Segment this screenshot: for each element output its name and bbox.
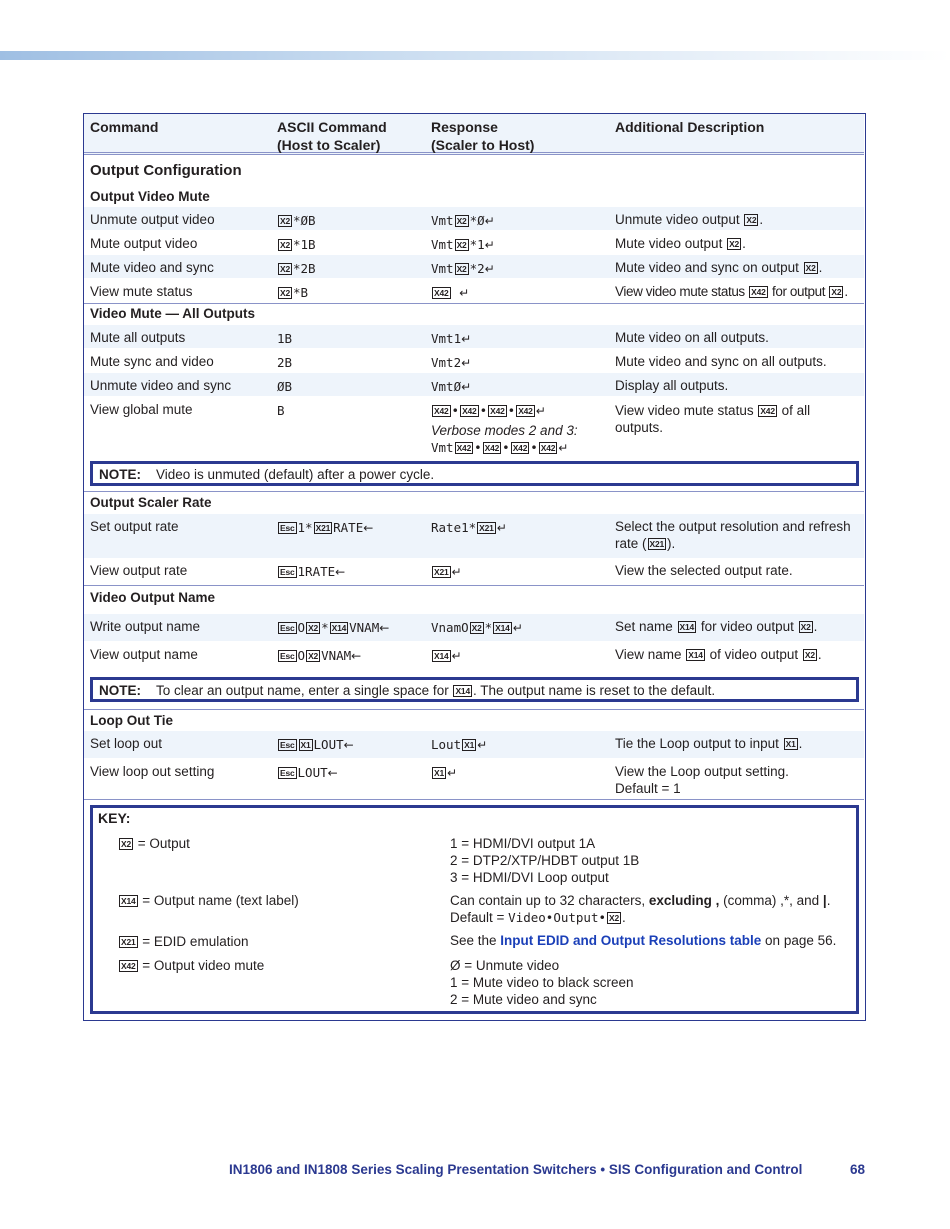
variable-x1-icon: X1	[434, 768, 444, 778]
ascii-cell	[277, 260, 316, 277]
key-x2-label	[118, 835, 190, 852]
response-text: Vmt	[431, 440, 454, 455]
key-x42-value: 1 = Mute video to black screen	[450, 975, 634, 990]
subsection-video-mute-all: Video Mute — All Outputs	[90, 306, 255, 321]
response-text: Vmt	[431, 213, 454, 228]
key-x21-value	[450, 932, 836, 949]
key-x14-label	[118, 892, 299, 909]
key-title: KEY:	[98, 810, 131, 826]
return-icon: ↵	[496, 521, 507, 535]
response-cell	[431, 260, 495, 278]
description-text: Set name	[615, 619, 677, 634]
variable-x2-icon: X2	[609, 913, 620, 923]
ascii-text: RATE	[333, 520, 364, 535]
variable-x42-icon: X42	[518, 406, 533, 416]
subsection-video-output-name: Video Output Name	[90, 590, 216, 605]
description-text: Unmute video output	[615, 212, 744, 227]
description-text: Tie the Loop output to input	[615, 736, 783, 751]
table-header	[84, 114, 864, 155]
description-text: .	[844, 284, 848, 299]
escape-key-icon: Esc	[280, 623, 295, 633]
key-text: on page 56.	[761, 933, 837, 948]
variable-x2-icon: X2	[800, 622, 811, 632]
description-cell: Display all outputs.	[615, 378, 729, 393]
ascii-cell	[277, 284, 308, 301]
ascii-text: 1RATE	[297, 564, 336, 579]
response-cell	[431, 563, 462, 581]
ascii-cell: ØB	[277, 379, 293, 394]
response-cell	[431, 736, 487, 754]
section-divider	[84, 491, 864, 492]
description-text: .	[813, 619, 818, 634]
variable-x14-icon: X14	[455, 686, 470, 696]
verbose-label: Verbose modes 2 and 3:	[431, 423, 578, 438]
note-body: To clear an output name, enter a single space for	[156, 683, 453, 698]
ascii-cell	[277, 236, 316, 253]
ascii-text: 1*	[297, 520, 313, 535]
escape-key-icon: Esc	[280, 523, 295, 533]
description-cell	[615, 402, 840, 436]
response-text: *	[484, 620, 493, 635]
section-divider	[84, 585, 864, 586]
key-text: (comma) ,*, and	[719, 893, 823, 908]
ascii-cell	[277, 563, 345, 581]
ascii-cell	[277, 519, 373, 537]
variable-x2-icon: X2	[746, 215, 757, 225]
key-x2-value: 1 = HDMI/DVI output 1A	[450, 836, 596, 851]
enter-arrow-icon: ←	[327, 766, 338, 780]
return-icon: ↵	[461, 332, 472, 346]
key-text: Can contain up to 32 characters,	[450, 893, 649, 908]
response-cell	[431, 330, 471, 348]
note-body: . The output name is reset to the default.	[472, 683, 716, 698]
description-cell: Mute video and sync on all outputs.	[615, 354, 827, 369]
command-cell: View global mute	[90, 402, 193, 417]
key-text: |	[822, 893, 827, 908]
section-divider	[84, 709, 864, 710]
response-cell	[431, 764, 457, 782]
section-divider	[84, 799, 864, 800]
response-cell	[431, 519, 507, 537]
description-cell	[615, 646, 822, 663]
description-text: View video mute status	[615, 284, 749, 299]
note-body: Video is unmuted (default) after a power cycle.	[156, 467, 435, 482]
description-text: for output	[768, 284, 829, 299]
key-x42-label	[118, 957, 264, 974]
variable-x2-icon: X2	[280, 288, 290, 298]
variable-x42-icon: X42	[512, 443, 528, 453]
key-text: .	[622, 910, 626, 925]
sis-command-table	[83, 113, 866, 1021]
ascii-text: *1B	[293, 237, 316, 252]
bullet: •	[451, 403, 460, 418]
variable-x1-icon: X1	[785, 739, 796, 749]
command-cell: Unmute video and sync	[90, 378, 232, 393]
response-cell	[431, 284, 469, 302]
ascii-text: *2B	[293, 261, 316, 276]
bullet: •	[474, 440, 482, 455]
variable-x2-icon: X2	[471, 623, 482, 633]
enter-arrow-icon: ←	[351, 649, 362, 663]
variable-x2-icon: X2	[831, 287, 842, 297]
description-text: .	[759, 212, 764, 227]
response-text: Rate1*	[431, 520, 477, 535]
description-text: Mute video and sync on output	[615, 260, 803, 275]
return-icon: ↵	[484, 214, 495, 228]
response-text: *Ø	[469, 213, 485, 228]
description-cell	[615, 518, 861, 552]
variable-x21-icon: X21	[434, 567, 449, 577]
description-cell: Mute video on all outputs.	[615, 330, 769, 345]
variable-x2-icon: X2	[456, 240, 467, 250]
note-box	[90, 677, 859, 702]
return-icon: ↵	[451, 565, 462, 579]
description-cell: Default = 1	[615, 781, 681, 796]
return-icon: ↵	[558, 441, 569, 455]
response-text: *1	[469, 237, 485, 252]
ascii-cell: B	[277, 403, 285, 418]
variable-x42-icon: X42	[540, 443, 556, 453]
return-icon: ↵	[484, 238, 495, 252]
enter-arrow-icon: ←	[343, 738, 354, 752]
variable-x14-icon: X14	[495, 623, 510, 633]
note-label: NOTE:	[99, 467, 141, 482]
subsection-output-scaler-rate: Output Scaler Rate	[90, 495, 212, 510]
command-cell: Mute all outputs	[90, 330, 186, 345]
ascii-cell	[277, 736, 354, 754]
page-number: 68	[850, 1162, 866, 1177]
variable-x1-icon: X1	[464, 740, 475, 750]
key-x42-value: Ø = Unmute video	[450, 958, 560, 973]
description-text: for video output	[697, 619, 798, 634]
ascii-cell	[277, 647, 361, 665]
variable-x21-icon: X21	[479, 523, 494, 533]
variable-x2-icon: X2	[308, 623, 319, 633]
response-text: Vmt1	[431, 331, 462, 346]
ascii-text: LOUT	[313, 737, 344, 752]
variable-x42-icon: X42	[484, 443, 500, 453]
section-divider	[84, 303, 864, 304]
description-text: .	[817, 647, 822, 662]
bullet: •	[507, 403, 516, 418]
description-text: View video mute status	[615, 403, 758, 418]
variable-x42-icon: X42	[121, 961, 136, 971]
edid-table-link[interactable]: Input EDID and Output Resolutions table	[500, 933, 762, 948]
ascii-cell	[277, 619, 389, 637]
key-text: See the	[450, 933, 501, 948]
ascii-cell	[277, 212, 316, 229]
variable-x42-icon: X42	[434, 406, 449, 416]
variable-x14-icon: X14	[434, 651, 449, 661]
description-cell: View the selected output rate.	[615, 563, 793, 578]
response-text: Vmt2	[431, 355, 462, 370]
key-label-text: = Output	[137, 836, 190, 851]
key-text: .	[826, 893, 831, 908]
header-description: Additional Description	[615, 119, 765, 135]
command-cell: Write output name	[90, 619, 201, 634]
key-x2-value: 2 = DTP2/XTP/HDBT output 1B	[450, 853, 640, 868]
variable-x2-icon: X2	[121, 839, 131, 849]
note-text	[99, 683, 715, 698]
ascii-text: O	[297, 648, 306, 663]
verbose-response	[431, 439, 568, 457]
response-text: Lout	[431, 737, 462, 752]
variable-x2-icon: X2	[280, 264, 290, 274]
section-title-output-configuration: Output Configuration	[90, 162, 242, 179]
variable-x2-icon: X2	[308, 651, 319, 661]
description-cell	[615, 259, 822, 276]
bullet: •	[479, 403, 488, 418]
return-icon: ↵	[451, 649, 462, 663]
response-cell	[431, 236, 495, 254]
command-cell: Mute output video	[90, 236, 198, 251]
header-gradient-bar	[0, 51, 950, 60]
note-label: NOTE:	[99, 683, 141, 698]
description-text: .	[818, 260, 823, 275]
key-text: Default =	[450, 910, 509, 925]
note-box	[90, 461, 859, 486]
return-icon: ↵	[461, 380, 472, 394]
variable-x2-icon: X2	[280, 216, 290, 226]
variable-x14-icon: X14	[121, 896, 136, 906]
response-text: *2	[469, 261, 485, 276]
return-icon: ↵	[477, 738, 488, 752]
header-command: Command	[90, 119, 159, 135]
description-text: of video output	[705, 647, 802, 662]
variable-x21-icon: X21	[649, 539, 665, 549]
description-cell	[615, 211, 763, 228]
ascii-cell: 1B	[277, 331, 293, 346]
bullet: •	[502, 440, 510, 455]
subsection-output-video-mute: Output Video Mute	[90, 189, 210, 204]
variable-x42-icon: X42	[462, 406, 477, 416]
response-cell	[431, 619, 523, 637]
description-cell	[615, 618, 817, 635]
variable-x42-icon: X42	[751, 287, 766, 297]
ascii-text: LOUT	[297, 765, 328, 780]
variable-x2-icon: X2	[804, 650, 815, 660]
footer-title: IN1806 and IN1808 Series Scaling Presentation Switchers • SIS Configuration and Control	[229, 1162, 803, 1177]
command-cell: Mute video and sync	[90, 260, 214, 275]
command-cell: View mute status	[90, 284, 193, 299]
key-x2-value: 3 = HDMI/DVI Loop output	[450, 870, 609, 885]
key-label-text: = Output video mute	[142, 958, 265, 973]
escape-key-icon: Esc	[280, 768, 295, 778]
response-text: Vmt	[431, 237, 454, 252]
enter-arrow-icon: ←	[335, 565, 346, 579]
description-cell: View the Loop output setting.	[615, 764, 789, 779]
return-icon: ↵	[447, 766, 458, 780]
command-cell: Set loop out	[90, 736, 163, 751]
key-label-text: = EDID emulation	[142, 934, 249, 949]
ascii-text: *B	[293, 285, 309, 300]
description-cell	[615, 735, 802, 752]
variable-x1-icon: X1	[300, 740, 311, 750]
key-x14-value	[450, 892, 830, 909]
variable-x14-icon: X14	[688, 650, 703, 660]
ascii-text: VNAM	[349, 620, 380, 635]
return-icon: ↵	[459, 286, 470, 300]
response-cell	[431, 647, 462, 665]
response-cell	[431, 212, 495, 230]
key-x42-value: 2 = Mute video and sync	[450, 992, 597, 1007]
key-box	[90, 805, 859, 1014]
variable-x42-icon: X42	[490, 406, 505, 416]
enter-arrow-icon: ←	[379, 621, 390, 635]
command-cell: View output rate	[90, 563, 188, 578]
command-cell: Set output rate	[90, 519, 179, 534]
variable-x2-icon: X2	[456, 216, 467, 226]
variable-x2-icon: X2	[456, 264, 467, 274]
command-cell: View output name	[90, 647, 198, 662]
enter-arrow-icon: ←	[363, 521, 374, 535]
description-cell	[615, 235, 746, 252]
header-response: Response (Scaler to Host)	[431, 119, 535, 153]
variable-x14-icon: X14	[679, 622, 695, 632]
command-cell: View loop out setting	[90, 764, 215, 779]
description-text: View name	[615, 647, 686, 662]
return-icon: ↵	[461, 356, 472, 370]
description-text: .	[798, 736, 803, 751]
description-text: of all outputs.	[615, 403, 811, 435]
variable-x42-icon: X42	[434, 288, 449, 298]
ascii-text: VNAM	[321, 648, 352, 663]
response-cell	[431, 402, 546, 420]
key-x21-label	[118, 933, 248, 950]
command-cell: Unmute output video	[90, 212, 215, 227]
escape-key-icon: Esc	[280, 567, 295, 577]
subsection-loop-out-tie: Loop Out Tie	[90, 713, 173, 728]
ascii-text: *ØB	[293, 213, 316, 228]
key-x14-default	[450, 909, 626, 926]
key-text: excluding ,	[648, 893, 720, 908]
response-text: VmtØ	[431, 379, 462, 394]
response-cell	[431, 378, 471, 396]
response-text: Vmt	[431, 261, 454, 276]
variable-x21-icon: X21	[315, 523, 331, 533]
variable-x42-icon: X42	[760, 406, 775, 416]
ascii-text: O	[297, 620, 306, 635]
description-text: .	[742, 236, 746, 251]
description-cell	[615, 283, 848, 300]
description-text: ).	[667, 536, 676, 551]
bullet: •	[530, 440, 538, 455]
description-text: Mute video output	[615, 236, 727, 251]
note-text	[99, 467, 434, 482]
variable-x21-icon: X21	[121, 937, 136, 947]
description-text: Select the output resolution and refresh rate (	[615, 519, 851, 551]
return-icon: ↵	[535, 404, 546, 418]
ascii-cell: 2B	[277, 355, 293, 370]
command-cell: Mute sync and video	[90, 354, 214, 369]
response-cell	[431, 354, 471, 372]
escape-key-icon: Esc	[280, 651, 295, 661]
variable-x42-icon: X42	[456, 443, 472, 453]
ascii-text: *	[321, 620, 329, 635]
header-ascii: ASCII Command (Host to Scaler)	[277, 119, 387, 153]
return-icon: ↵	[512, 621, 523, 635]
variable-x2-icon: X2	[805, 263, 816, 273]
variable-x2-icon: X2	[280, 240, 290, 250]
key-text: Video•Output•	[508, 910, 607, 925]
variable-x2-icon: X2	[729, 239, 740, 249]
response-text: VnamO	[431, 620, 469, 635]
variable-x14-icon: X14	[331, 623, 347, 633]
key-label-text: = Output name (text label)	[142, 893, 299, 908]
return-icon: ↵	[484, 262, 495, 276]
ascii-cell	[277, 764, 338, 782]
escape-key-icon: Esc	[280, 740, 295, 750]
